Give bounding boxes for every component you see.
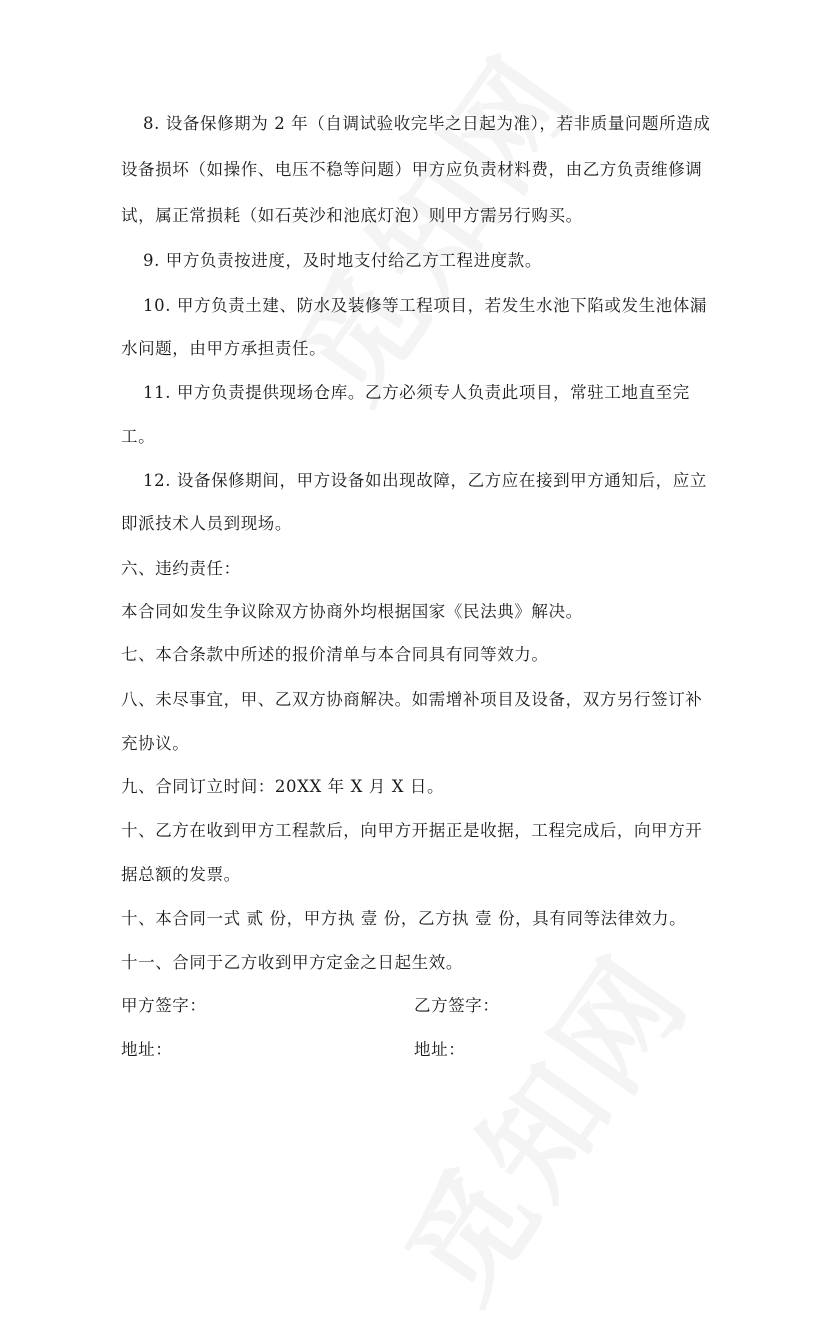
- section-7: 七、本合条款中所述的报价清单与本合同具有同等效力。: [121, 645, 549, 664]
- clause-8-line-1: 8. 设备保修期为 2 年（自调试验收完毕之日起为准），若非质量问题所造成: [143, 114, 711, 133]
- watermark-lower: [360, 915, 721, 1328]
- section-6-title: 六、违约责任：: [121, 559, 241, 578]
- clause-11-line-1: 11. 甲方负责提供现场仓库。乙方必须专人负责此项目，常驻工地直至完: [143, 383, 690, 402]
- section-10a-line-2: 据总额的发票。: [121, 865, 241, 884]
- clause-8-line-2: 设备损坏（如操作、电压不稳等问题）甲方应负责材料费，由乙方负责维修调: [121, 160, 703, 179]
- section-6-body: 本合同如发生争议除双方协商外均根据国家《民法典》解决。: [121, 602, 583, 621]
- clause-8-line-3: 试，属正常损耗（如石英沙和池底灯泡）则甲方需另行购买。: [121, 206, 583, 225]
- clause-10-line-1: 10. 甲方负责土建、防水及装修等工程项目，若发生水池下陷或发生池体漏: [143, 296, 707, 315]
- clause-10-line-2: 水问题，由甲方承担责任。: [121, 339, 327, 358]
- section-10b: 十、本合同一式 贰 份，甲方执 壹 份，乙方执 壹 份，具有同等法律效力。: [121, 909, 687, 928]
- section-11: 十一、合同于乙方收到甲方定金之日起生效。: [121, 953, 463, 972]
- clause-11-line-2: 工。: [121, 427, 156, 446]
- section-8-line-2: 充协议。: [121, 734, 190, 753]
- clause-12-line-2: 即派技术人员到现场。: [121, 514, 292, 533]
- clause-12-line-1: 12. 设备保修期间，甲方设备如出现故障，乙方应在接到甲方通知后，应立: [143, 471, 707, 490]
- section-9: 九、合同订立时间：20XX 年 X 月 X 日。: [121, 777, 445, 796]
- clause-9-line-1: 9. 甲方负责按进度，及时地支付给乙方工程进度款。: [143, 251, 542, 270]
- section-8-line-1: 八、未尽事宜，甲、乙双方协商解决。如需增补项目及设备，双方另行签订补: [121, 690, 703, 709]
- party-a-address-label: 地址：: [121, 1040, 173, 1059]
- section-10a-line-1: 十、乙方在收到甲方工程款后，向甲方开据正是收据，工程完成后，向甲方开: [121, 821, 703, 840]
- party-b-address-label: 地址：: [414, 1040, 466, 1059]
- party-b-signature-label: 乙方签字：: [414, 996, 500, 1015]
- party-a-signature-label: 甲方签字：: [121, 996, 207, 1015]
